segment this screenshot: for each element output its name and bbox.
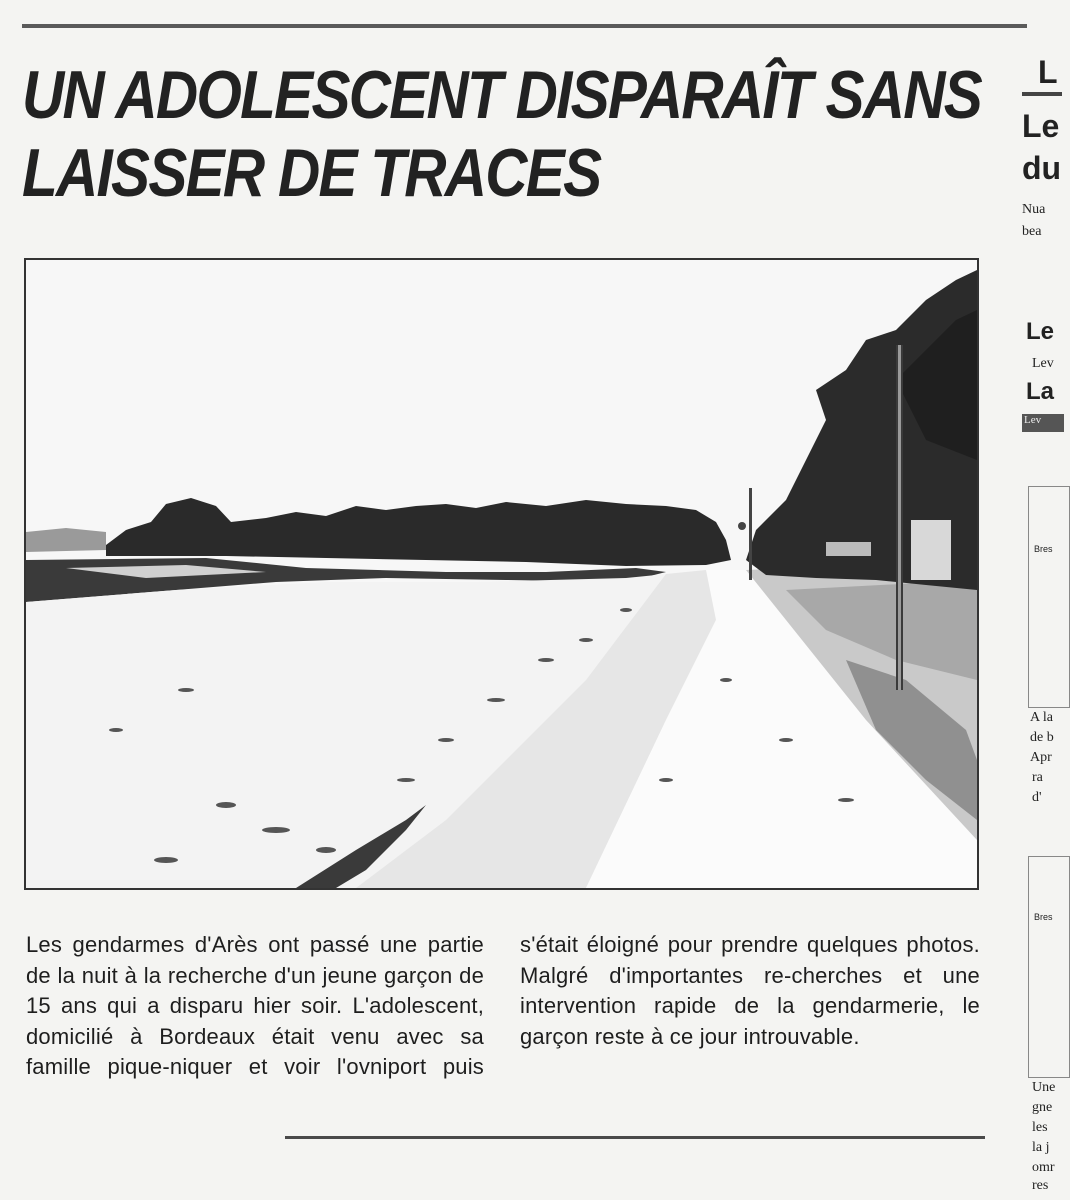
adjacent-text: ra [1032, 770, 1043, 785]
adjacent-text: Apr [1030, 750, 1052, 765]
adjacent-text: la j [1032, 1140, 1050, 1155]
adjacent-text: gne [1032, 1100, 1053, 1115]
adjacent-text: de b [1030, 730, 1054, 745]
adjacent-text: d' [1032, 790, 1042, 805]
adjacent-text: La [1026, 378, 1055, 405]
adjacent-text: Bres [1034, 544, 1053, 554]
adjacent-text: les [1032, 1120, 1048, 1135]
article-text-column-2: s'était éloigné pour prendre quelques photos. Malgré d'importantes re-cherches et une intervention rapide de la gendarmerie, le garçon reste à ce jour introuvable. [520, 932, 980, 1049]
adjacent-text: Bres [1034, 912, 1053, 922]
adjacent-text: Nua [1022, 202, 1046, 217]
adjacent-text: Le [1022, 108, 1060, 144]
adjacent-text: omr [1032, 1160, 1055, 1175]
top-rule [22, 24, 1027, 28]
adjacent-text: Une [1032, 1080, 1056, 1095]
adjacent-text: bea [1022, 224, 1042, 239]
headline-line-1: UN ADOLESCENT DISPARAÎT SANS [22, 57, 982, 133]
article-text-column-1: Les gendarmes d'Arès ont passé une partie de la nuit à la recherche d'un jeune garçon de 15 ans qui a disparu hier soir. L'adolescent, domicilié à Bordeaux était venu avec sa famille pique-niquer et voir l'ovniport puis [26, 932, 484, 1079]
adjacent-header-box [1022, 56, 1062, 96]
adjacent-text: Lev [1022, 414, 1064, 432]
adjacent-photo-frame [1028, 486, 1070, 708]
adjacent-text: A la [1030, 710, 1053, 725]
adjacent-photo-frame [1028, 856, 1070, 1078]
news-photo [24, 258, 979, 890]
adjacent-text: Lev [1032, 356, 1054, 371]
adjacent-text: L [1038, 54, 1058, 90]
photo-illustration [26, 260, 977, 888]
bottom-rule [285, 1136, 985, 1139]
headline-line-2: LAISSER DE TRACES [22, 135, 601, 211]
adjacent-column-fragment [1018, 0, 1062, 1200]
adjacent-text: res [1032, 1178, 1049, 1193]
headline [22, 56, 982, 212]
adjacent-text: du [1022, 150, 1062, 186]
adjacent-text: Le [1026, 318, 1055, 345]
